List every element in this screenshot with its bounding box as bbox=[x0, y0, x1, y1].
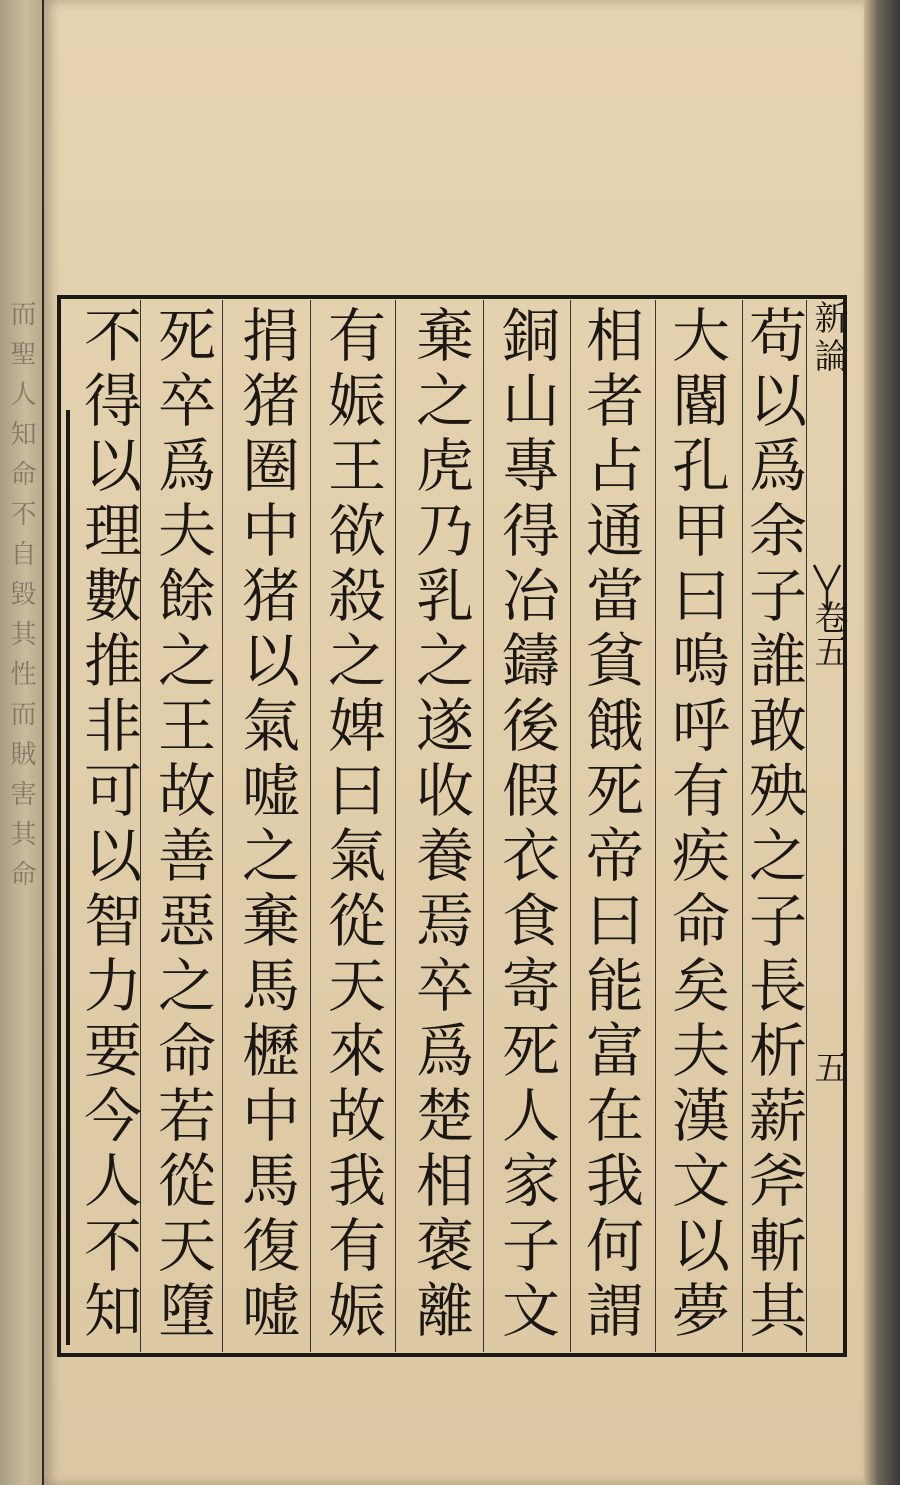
text-column-8: 死卒爲夫餘之王故善惡之命若從天墮 bbox=[148, 305, 216, 1345]
text-column-9: 不得以理數推非可以智力要今人不知 bbox=[74, 305, 142, 1345]
column-rule bbox=[395, 300, 396, 1352]
text-column-2: 大閽孔甲曰嗚呼有疾命矣夫漢文以夢 bbox=[662, 305, 730, 1345]
text-column-3: 相者占通當貧餓死帝曰能富在我何謂 bbox=[576, 305, 644, 1345]
volume-label: 卷五 bbox=[808, 600, 848, 668]
column-rule bbox=[222, 300, 223, 1352]
adjacent-page-edge bbox=[0, 0, 42, 1485]
column-rule bbox=[570, 300, 571, 1352]
column-rule bbox=[483, 300, 484, 1352]
folio-number: 五 bbox=[808, 1050, 848, 1084]
text-column-1: 苟以爲余子誰敢殃之子長析薪斧斬其 bbox=[739, 305, 807, 1345]
column-rule bbox=[310, 300, 311, 1352]
page-right-edge bbox=[864, 0, 900, 1485]
column-rule bbox=[655, 300, 656, 1352]
text-column-4: 銅山專得冶鑄後假衣食寄死人家子文 bbox=[492, 305, 560, 1345]
text-column-5: 棄之虎乃乳之遂收養焉卒爲楚相褒離 bbox=[406, 305, 474, 1345]
text-column-6: 有娠王欲殺之婢曰氣從天來故我有娠 bbox=[318, 305, 386, 1345]
text-column-7: 捐猪圈中猪以氣嘘之棄馬櫪中馬復嘘 bbox=[232, 305, 300, 1345]
inner-frame-rule bbox=[66, 410, 70, 1345]
adjacent-page-text: 而聖人知命不自毀其性而賊害其命 bbox=[6, 300, 36, 900]
running-title: 新論 bbox=[808, 300, 848, 376]
